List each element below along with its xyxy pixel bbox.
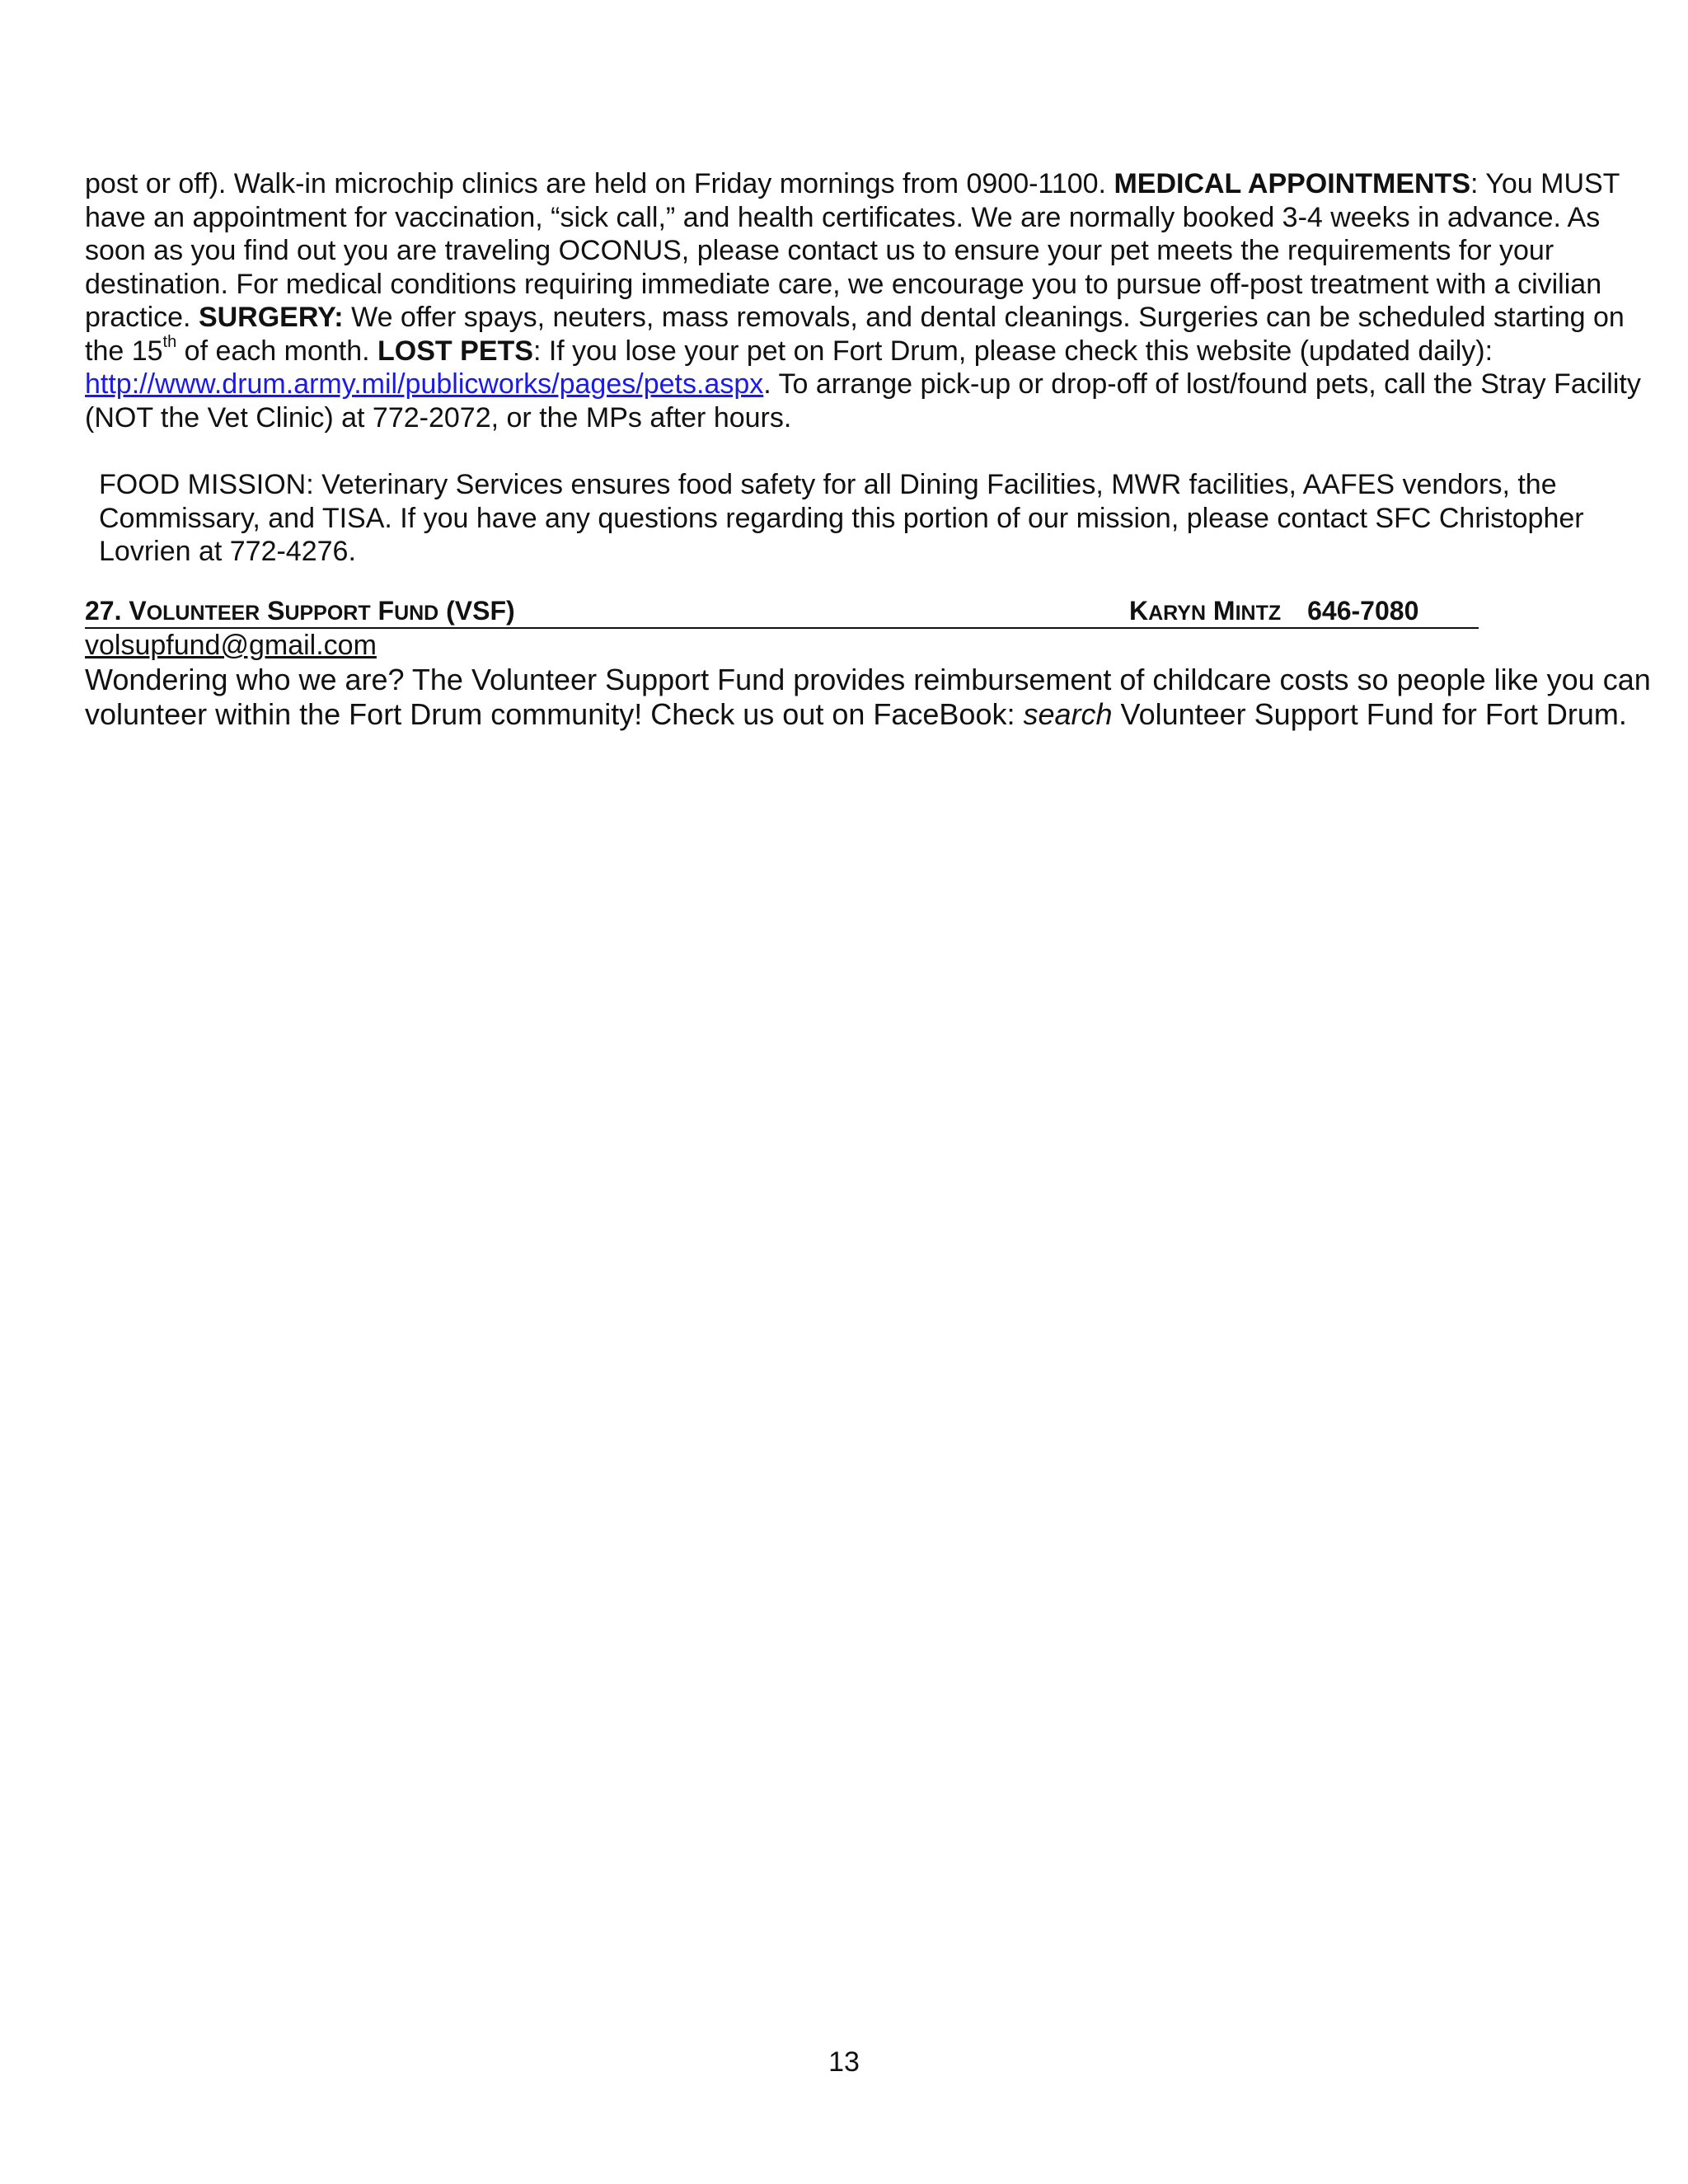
vet-text-2: : You MUST have an appointment for vaccination, “sick call,” and health certificates. We are normally booked 3-4 weeks in advance. As soon as you find out you are traveling OCONUS, please contact us to ensure your pet meets the requirements for your destination. For medical conditions requiring immediate care, we encourage you to pursue off-post treatment with a civilian practice. — [85, 168, 1620, 333]
veterinary-services-paragraph — [85, 167, 1651, 434]
vet-text-1: post or off). Walk-in microchip clinics are held on Friday mornings from 0900-1100. — [85, 168, 1114, 199]
vet-text-5: : If you lose your pet on Fort Drum, please check this website (updated daily): — [532, 335, 1493, 367]
vsf-text-2: Volunteer Support Fund for Fort Drum. — [1112, 697, 1627, 731]
lost-pets-website-link[interactable]: http://www.drum.army.mil/publicworks/pages/pets.aspx — [85, 368, 764, 400]
title-word-3-initial: F — [377, 596, 395, 626]
title-abbreviation: (VSF) — [446, 596, 515, 626]
section-title — [129, 596, 514, 626]
title-word-1-initial: V — [129, 596, 147, 626]
ordinal-suffix: th — [162, 333, 177, 352]
contact-last-rest: INTZ — [1235, 602, 1282, 625]
food-mission-paragraph: FOOD MISSION: Veterinary Services ensures food safety for all Dining Facilities, MWR facilities, AAFES vendors, the Commissary, and TISA. If you have any questions regarding this portion of our mission, please contact SFC Christopher Lovrien at 772-4276. — [99, 469, 1584, 567]
contact-last-initial: M — [1212, 596, 1236, 626]
vsf-description-paragraph — [85, 663, 1651, 732]
contact-first-rest: ARYN — [1148, 602, 1207, 625]
vet-text-4: of each month. — [176, 335, 378, 367]
vet-text-6: . To arrange pick-up or drop-off of lost/found pets, call the Stray Facility (NOT the Vet Clinic) at 772-2072, or the MPs after hours. — [85, 368, 1641, 434]
title-word-2-rest: UPPORT — [284, 602, 371, 625]
vet-text-3: We offer spays, neuters, mass removals, and dental cleanings. Surgeries can be scheduled starting on the 15 — [85, 302, 1625, 367]
contact-first-initial: K — [1129, 596, 1149, 626]
section-number: 27. — [85, 596, 122, 626]
contact-phone: 646-7080 — [1307, 596, 1419, 626]
vsf-search-italic: search — [1023, 697, 1113, 731]
vsf-text-1: Wondering who we are? The Volunteer Support Fund provides reimbursement of childcare costs so people like you can volunteer within the Fort Drum community! Check us out on FaceBook: — [85, 663, 1651, 731]
vsf-email-link[interactable]: volsupfund@gmail.com — [85, 630, 377, 661]
title-word-3-rest: UND — [394, 602, 439, 625]
medical-appointments-label: MEDICAL APPOINTMENTS — [1114, 168, 1471, 199]
lost-pets-label: LOST PETS — [377, 335, 533, 367]
section-contact — [1129, 594, 1418, 630]
page-number: 13 — [828, 2046, 860, 2078]
title-word-2-initial: S — [267, 596, 285, 626]
surgery-label: SURGERY: — [198, 302, 344, 333]
section-27-heading — [85, 594, 1479, 629]
title-word-1-rest: OLUNTEER — [146, 602, 260, 625]
